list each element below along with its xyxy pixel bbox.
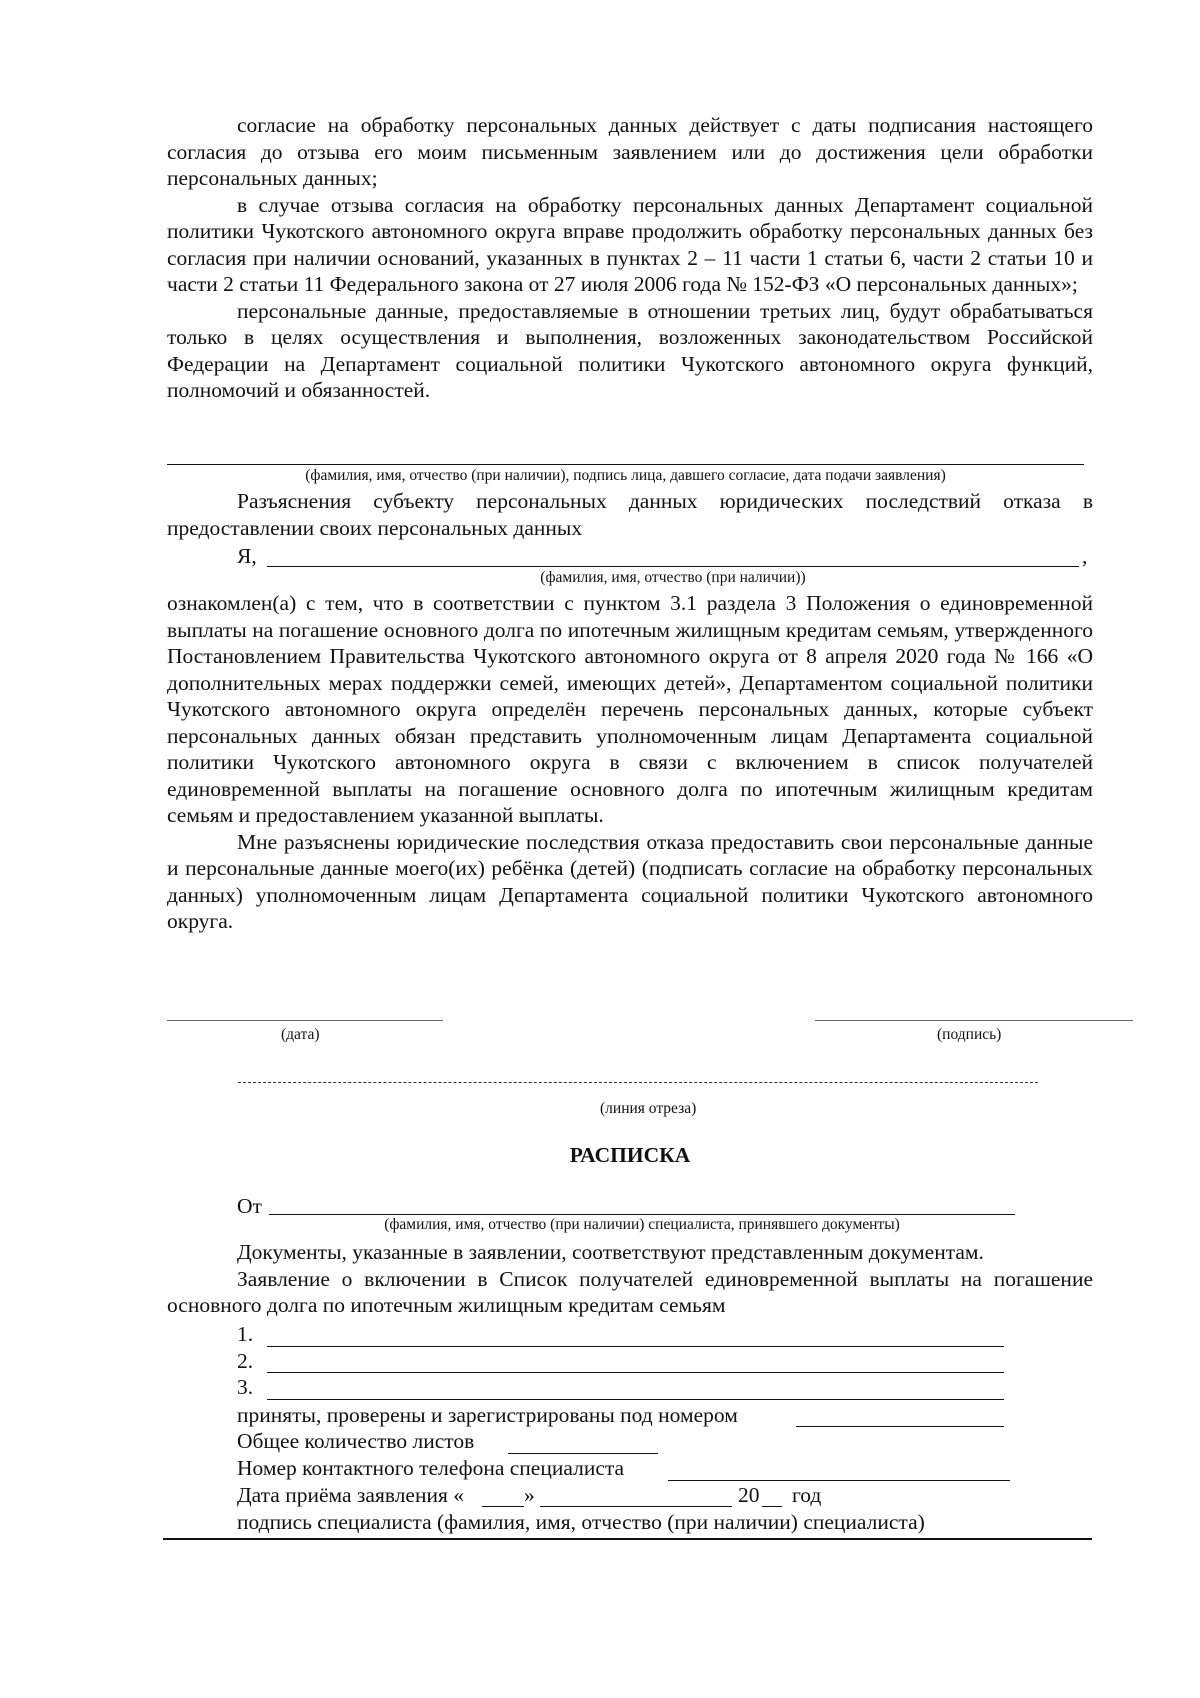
statement-paragraph: Заявление о включении в Список получателей единовременной выплаты на погашение основного долга по ипотечным жилищным кредитам семьям (167, 1266, 1093, 1317)
consent-paragraph-1: согласие на обработку персональных данных действует с даты подписания настоящего согласия до отзыва его моим письменным заявлением или до достижения цели обработки персональных данных; (167, 113, 1093, 190)
accepted-label: приняты, проверены и зарегистрированы под номером (237, 1403, 738, 1427)
receipt-day-line (482, 1506, 524, 1507)
ya-label: Я, (237, 544, 257, 568)
consent-section (167, 112, 1093, 404)
phone-label: Номер контактного телефона специалиста (237, 1456, 625, 1480)
fio-caption: (фамилия, имя, отчество (при наличии)) (540, 569, 806, 586)
sheets-label: Общее количество листов (237, 1429, 475, 1453)
receipt-year-prefix: 20 (738, 1483, 760, 1507)
list-item-line (267, 1372, 1004, 1373)
receipt-year-line (762, 1506, 782, 1507)
date-caption: (дата) (281, 1026, 320, 1043)
list-item-line (267, 1346, 1004, 1347)
cut-line (238, 1082, 1038, 1083)
consent-signature-line (167, 464, 1084, 465)
date-line (167, 1020, 443, 1021)
from-line (269, 1214, 1015, 1215)
list-item: 2. (237, 1349, 254, 1373)
list-item: 1. (237, 1322, 254, 1346)
from-label: От (237, 1194, 262, 1218)
signature-caption: (подпись) (937, 1026, 1002, 1043)
explanation-paragraph-2: Мне разъяснены юридические последствия отказа предоставить свои персональные данные и персональные данные моего(их) ребёнка (детей) (подписать согласие на обработку персональных данных) уполномоченным лицам Департамента социальной политики Чукотского автономного округа. (167, 829, 1093, 933)
receipt-title: РАСПИСКА (569, 1143, 691, 1167)
explanation-paragraph-1: ознакомлен(а) с тем, что в соответствии с пунктом 3.1 раздела 3 Положения о единовременной выплаты на погашение основного долга по ипотечным жилищным кредитам семьям, утвержденного Постановлением Правительства Чукотского автономного округа от 8 апреля 2020 года № 166 «О дополнительных мерах поддержки семей, имеющих детей», Департаментом социальной политики Чукотского автономного округа определён перечень персональных данных, которые субъект персональных данных обязан представить уполномоченным лицам Департамента социальной политики Чукотского автономного округа в связи с включением в список получателей единовременной выплаты на погашение основного долга по ипотечным жилищным кредитам семьям и предоставлением указанной выплаты. (167, 591, 1093, 827)
fio-line (267, 566, 1079, 567)
explanation-body (167, 590, 1093, 935)
docs-line: Документы, указанные в заявлении, соответствуют представленным документам. (237, 1240, 984, 1264)
registration-number-line (796, 1426, 1004, 1427)
bottom-rule (163, 1538, 1092, 1540)
phone-line (668, 1480, 1010, 1481)
explanation-heading: Разъяснения субъекту персональных данных юридических последствий отказа в предоставлении своих персональных данных (167, 489, 1093, 540)
signature-line (815, 1020, 1133, 1021)
receipt-date-close-quote: » (524, 1483, 535, 1507)
cut-line-caption: (линия отреза) (600, 1100, 697, 1117)
specialist-caption: (фамилия, имя, отчество (при наличии) специалиста, принявшего документы) (384, 1216, 900, 1233)
consent-signature-caption: (фамилия, имя, отчество (при наличии), подпись лица, давшего согласие, дата подачи заявления) (305, 467, 946, 484)
receipt-year-suffix: год (792, 1483, 822, 1507)
list-item: 3. (237, 1375, 254, 1399)
receipt-month-line (540, 1506, 732, 1507)
receipt-date-label: Дата приёма заявления « (237, 1483, 464, 1507)
fio-comma: , (1082, 544, 1088, 568)
consent-paragraph-3: персональные данные, предоставляемые в отношении третьих лиц, будут обрабатываться только в целях осуществления и выполнения, возложенных законодательством Российской Федерации на Департамент социальной политики Чукотского автономного округа функций, полномочий и обязанностей. (167, 298, 1093, 402)
consent-paragraph-2: в случае отзыва согласия на обработку персональных данных Департамент социальной политики Чукотского автономного округа вправе продолжить обработку персональных данных без согласия при наличии оснований, указанных в пунктах 2 – 11 части 1 статьи 6, части 2 статьи 10 и части 2 статьи 11 Федерального закона от 27 июля 2006 года № 152-ФЗ «О персональных данных»; (167, 192, 1093, 296)
sheets-line (508, 1453, 658, 1454)
explanation-heading-block (167, 488, 1093, 541)
receipt-body (167, 1239, 1093, 1319)
specialist-signature-label: подпись специалиста (фамилия, имя, отчество (при наличии) специалиста) (237, 1510, 925, 1534)
list-item-line (267, 1399, 1004, 1400)
